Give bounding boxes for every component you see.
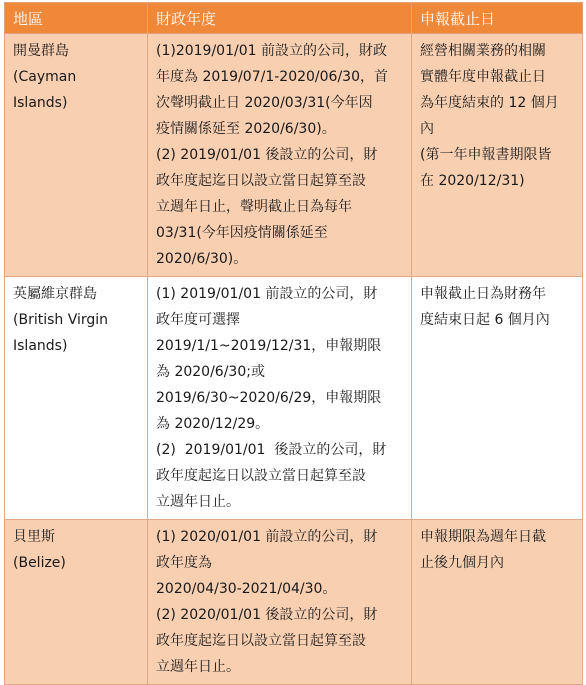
filing-deadline-table xyxy=(4,2,583,685)
deadline-line: 申報截止日為財務年 xyxy=(420,286,546,302)
fiscal-year-line: 2020/04/30-2021/04/30。 xyxy=(156,581,337,597)
fiscal-year-line: 2019/6/30~2020/6/29，申報期限 xyxy=(156,390,382,406)
header-row xyxy=(5,3,583,34)
region-line: 開曼群島 xyxy=(13,43,69,59)
table-row xyxy=(5,520,583,685)
table-row xyxy=(5,277,583,520)
header-region: 地區 xyxy=(5,3,148,34)
deadline-line: 實體年度申報截止日 xyxy=(420,69,546,85)
fiscal-year-line: 2020/6/30)。 xyxy=(156,251,248,267)
region-line: 英屬維京群島 xyxy=(13,286,97,302)
fiscal-year-line: 為 2020/12/29。 xyxy=(156,416,270,432)
fiscal-year-line: (1) 2019/01/01 前設立的公司，財 xyxy=(156,286,378,302)
deadline-line: 經營相關業務的相關 xyxy=(420,43,546,59)
region-line: (Cayman xyxy=(13,69,77,85)
fiscal-year-line: 立週年日止。 xyxy=(156,659,240,675)
deadline-cell xyxy=(412,277,583,520)
region-line: Islands) xyxy=(13,95,68,111)
deadline-cell xyxy=(412,520,583,685)
region-cell xyxy=(5,34,148,277)
deadline-line: 止後九個月內 xyxy=(420,555,504,571)
fiscal-year-line: 次聲明截止日 2020/03/31(今年因 xyxy=(156,95,373,111)
fiscal-year-cell xyxy=(148,34,412,277)
fiscal-year-line: (1)2019/01/01 前設立的公司，財政 xyxy=(156,43,387,59)
deadline-cell xyxy=(412,34,583,277)
region-cell xyxy=(5,520,148,685)
fiscal-year-line: 年度為 2019/07/1-2020/06/30，首 xyxy=(156,69,388,85)
header-filing-deadline: 申報截止日 xyxy=(412,3,583,34)
region-line: (British Virgin xyxy=(13,312,109,328)
deadline-line: 為年度結束的 12 個月 xyxy=(420,95,559,111)
deadline-line: 申報期限為週年日截 xyxy=(420,529,546,545)
region-line: (Belize) xyxy=(13,555,66,571)
deadline-line: (第一年申報書期限皆 xyxy=(420,147,552,163)
fiscal-year-line: 政年度起迄日以設立當日起算至設 xyxy=(156,468,366,484)
deadline-line: 在 2020/12/31) xyxy=(420,173,525,189)
fiscal-year-line: 疫情關係延至 2020/6/30)。 xyxy=(156,121,336,137)
fiscal-year-line: 政年度為 xyxy=(156,555,212,571)
table-row xyxy=(5,34,583,277)
fiscal-year-line: 立週年日止。 xyxy=(156,494,240,510)
region-cell xyxy=(5,277,148,520)
fiscal-year-line: (1) 2020/01/01 前設立的公司，財 xyxy=(156,529,378,545)
fiscal-year-line: 政年度可選擇 xyxy=(156,312,240,328)
deadline-line: 內 xyxy=(420,121,434,137)
fiscal-year-cell xyxy=(148,520,412,685)
fiscal-year-line: (2) 2019/01/01 後設立的公司，財 xyxy=(156,442,387,458)
region-line: Islands) xyxy=(13,338,68,354)
fiscal-year-line: 為 2020/6/30;或 xyxy=(156,364,265,380)
deadline-line: 度結束日起 6 個月內 xyxy=(420,312,550,328)
fiscal-year-line: 2019/1/1~2019/12/31，申報期限 xyxy=(156,338,382,354)
fiscal-year-line: 立週年日止，聲明截止日為每年 xyxy=(156,199,352,215)
fiscal-year-cell xyxy=(148,277,412,520)
header-fiscal-year: 財政年度 xyxy=(148,3,412,34)
fiscal-year-line: 03/31(今年因疫情關係延至 xyxy=(156,225,328,241)
fiscal-year-line: 政年度起迄日以設立當日起算至設 xyxy=(156,173,366,189)
region-line: 貝里斯 xyxy=(13,529,55,545)
fiscal-year-line: (2) 2019/01/01 後設立的公司，財 xyxy=(156,147,378,163)
fiscal-year-line: 政年度起迄日以設立當日起算至設 xyxy=(156,633,366,649)
fiscal-year-line: (2) 2020/01/01 後設立的公司，財 xyxy=(156,607,378,623)
